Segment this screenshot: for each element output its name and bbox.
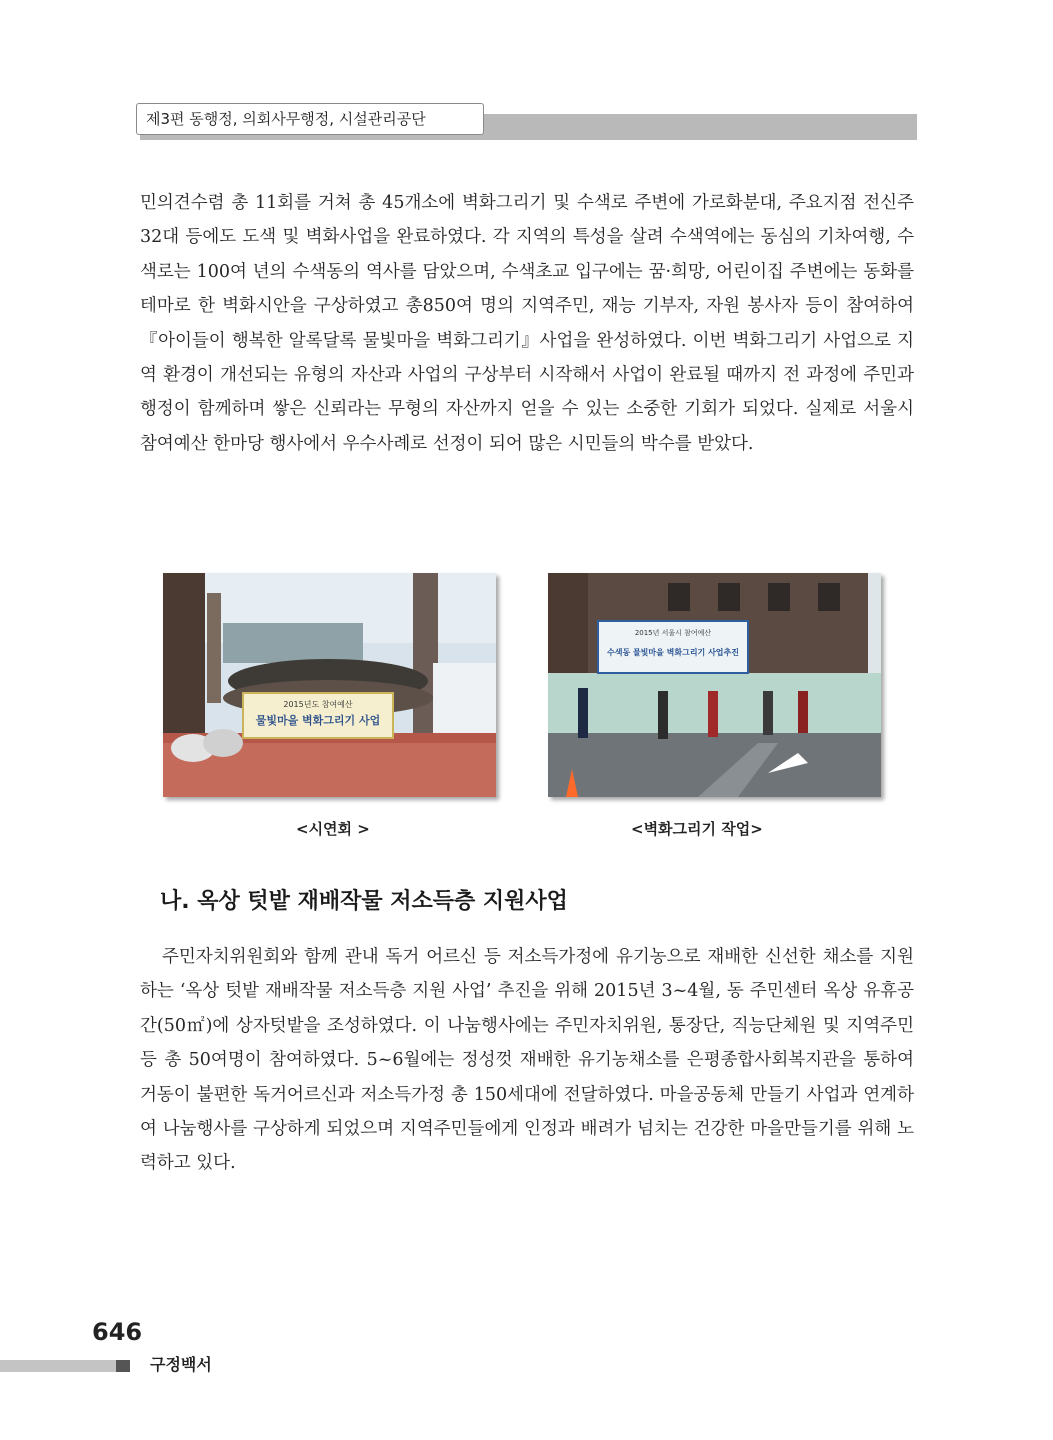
banner1-year: 2015년도 참여예산 xyxy=(283,700,353,709)
body-paragraph-2: 주민자치위원회와 함께 관내 독거 어르신 등 저소득가정에 유기농으로 재배한 신선한 채소를 지원하는 ‘옥상 텃밭 재배작물 저소득층 지원 사업’ 추진을 위해 2015년 3~4월, 동 주민센터 옥상 유휴공간(50㎡)에 상자텃밭을 조성하였다. 이 나눔행사에는 주민자치위원, 통장단, 직능단체원 및 지역주민 등 총 50여명이 참여하였다. 5~6월에는 정성껏 재배한 유기농채소를 은평종합사회복지관을 통하여 거동이 불편한 독거어르신과 저소득가정 총 150세대에 전달하였다. 마을공동체 만들기 사업과 연계하여 나눔행사를 구상하게 되었으며 지역주민들에게 인정과 배려가 넘치는 건강한 마을만들기를 위해 노력하고 있다. xyxy=(140,947,914,1174)
footer-bar xyxy=(0,1360,116,1372)
banner1-title: 물빛마을 벽화그리기 사업 xyxy=(255,714,381,727)
banner2-title: 수색동 물빛마을 벽화그리기 사업추진 xyxy=(606,648,740,657)
photo-caption-mural-work: <벽화그리기 작업> xyxy=(631,820,763,838)
body-paragraph-1: 민의견수렴 총 11회를 거쳐 총 45개소에 벽화그리기 및 수색로 주변에 가로화분대, 주요지점 전신주 32대 등에도 도색 및 벽화사업을 완료하였다. 각 지역의 특성을 살려 수색역에는 동심의 기차여행, 수색로는 100여 년의 수색동의 역사를 담았으며, 수색초교 입구에는 꿈·희망, 어린이집 주변에는 동화를 테마로 한 벽화시안을 구상하였고 총850여 명의 지역주민, 재능 기부자, 자원 봉사자 등이 참여하여『아이들이 행복한 알록달록 물빛마을 벽화그리기』사업을 완성하였다. 이번 벽화그리기 사업으로 지역 환경이 개선되는 유형의 자산과 사업의 구상부터 시작해서 사업이 완료될 때까지 전 과정에 주민과 행정이 함께하며 쌓은 신뢰라는 무형의 자산까지 얻을 수 있는 소중한 기회가 되었다. 실제로 서울시 참여예산 한마당 행사에서 우수사례로 선정이 되어 많은 시민들의 박수를 받았다. xyxy=(140,193,914,454)
chapter-header: 제3편 동행정, 의회사무행정, 시설관리공단 xyxy=(136,103,484,135)
footer-book-title: 구정백서 xyxy=(150,1355,212,1374)
photo-mural-work xyxy=(548,573,881,797)
photo-caption-demonstration: <시연회 > xyxy=(296,820,370,838)
photo-demonstration xyxy=(163,573,496,797)
footer-marker xyxy=(116,1360,130,1372)
page-number: 646 xyxy=(92,1318,143,1346)
section-title: 나. 옥상 텃밭 재배작물 저소득층 지원사업 xyxy=(160,889,568,914)
banner2-year: 2015년 서울시 참여예산 xyxy=(634,629,712,637)
